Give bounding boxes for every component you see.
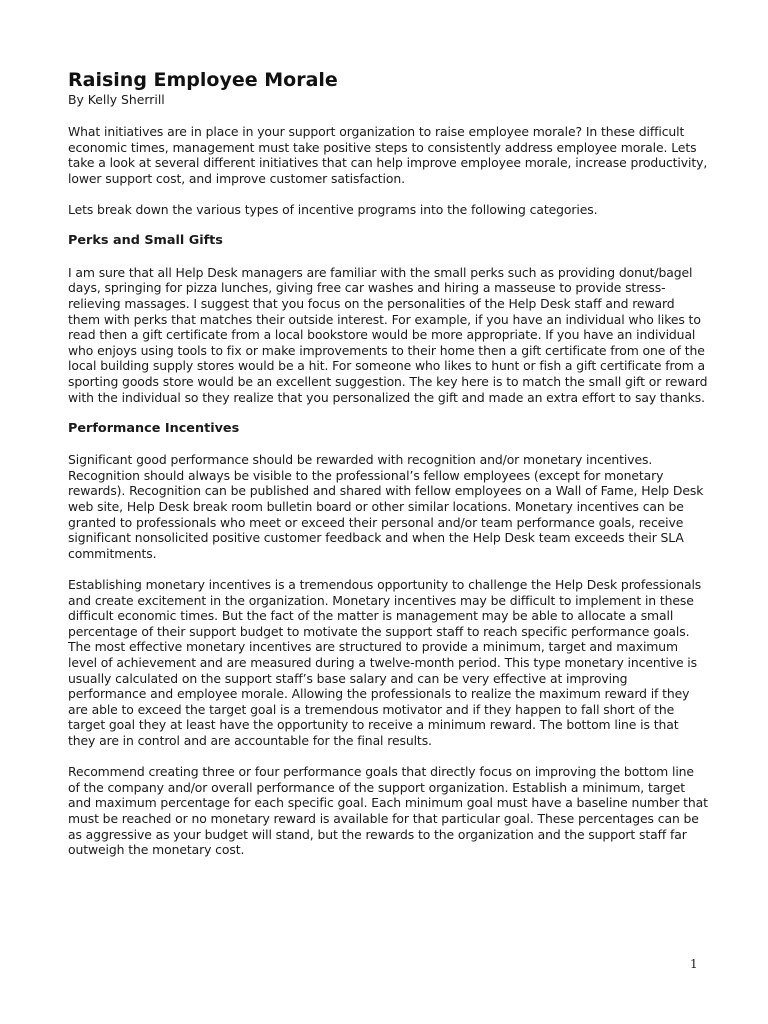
performance-paragraph-1: Significant good performance should be rewarded with recognition and/or monetary incentives. Recognition should always be visible to the professional’s fellow employees (except for monetary rewards). Recognition can be published and shared with fellow employees on a Wall of Fame, Help Desk web site, Help Desk break room bulletin board or other similar locations. Monetary incentives can be granted to professionals who meet or exceed their personal and/or team performance goals, receive significant nonsolicited positive customer feedback and when the Help Desk team exceeds their SLA commitments. bbox=[68, 452, 704, 561]
performance-paragraph-2: Establishing monetary incentives is a tremendous opportunity to challenge the Help Desk professionals and create excitement in the organization. Monetary incentives may be difficult to implement in these difficult economic times. But the fact of the matter is management may be able to allocate a small percentage of their support budget to motivate the support staff to reach specific performance goals. The most effective monetary incentives are structured to provide a minimum, target and maximum level of achievement and are measured during a twelve-month period. This type monetary incentive is usually calculated on the support staff’s base salary and can be very effective at improving performance and employee morale. Allowing the professionals to realize the maximum reward if they are able to exceed the target goal is a tremendous motivator and if they happen to fall short of the target goal they at least have the opportunity to receive a minimum reward. The bottom line is that they are in control and are accountable for the final results. bbox=[68, 577, 702, 748]
section-heading-perks: Perks and Small Gifts bbox=[68, 233, 223, 249]
document-byline: By Kelly Sherrill bbox=[68, 92, 165, 107]
intro-paragraph-1: What initiatives are in place in your support organization to raise employee morale? In these difficult economic times, management must take positive steps to consistently address employee morale. Lets take a look at several different initiatives that can help improve employee morale, increase productivity, lower support cost, and improve customer satisfaction. bbox=[68, 124, 708, 186]
intro-paragraph-2: Lets break down the various types of incentive programs into the following categories. bbox=[68, 201, 598, 217]
page-number: 1 bbox=[690, 957, 698, 971]
performance-paragraph-3: Recommend creating three or four performance goals that directly focus on improving the bottom line of the company and/or overall performance of the support organization. Establish a minimum, target and maximum percentage for each specific goal. Each minimum goal must have a baseline number that must be reached or no monetary reward is available for that particular goal. These percentages can be as aggressive as your budget will stand, but the rewards to the organization and the support staff far outweigh the monetary cost. bbox=[68, 764, 708, 858]
perks-paragraph: I am sure that all Help Desk managers are familiar with the small perks such as providing donut/bagel days, springing for pizza lunches, giving free car washes and hiring a masseuse to provide stress-relieving massages. I suggest that you focus on the personalities of the Help Desk staff and reward them with perks that matches their outside interest. For example, if you have an individual who likes to read then a gift certificate from a local bookstore would be more appropriate. If you have an individual who enjoys using tools to fix or make improvements to their home then a gift certificate from one of the local building supply stores would be a hit. For someone who likes to hunt or fish a gift certificate from a sporting goods store would be an excellent suggestion. The key here is to match the small gift or reward with the individual so they realize that you personalized the gift and made an extra effort to say thanks. bbox=[68, 264, 708, 405]
section-heading-performance: Performance Incentives bbox=[68, 420, 240, 436]
document-page bbox=[68, 68, 708, 873]
document-title: Raising Employee Morale bbox=[68, 69, 338, 91]
